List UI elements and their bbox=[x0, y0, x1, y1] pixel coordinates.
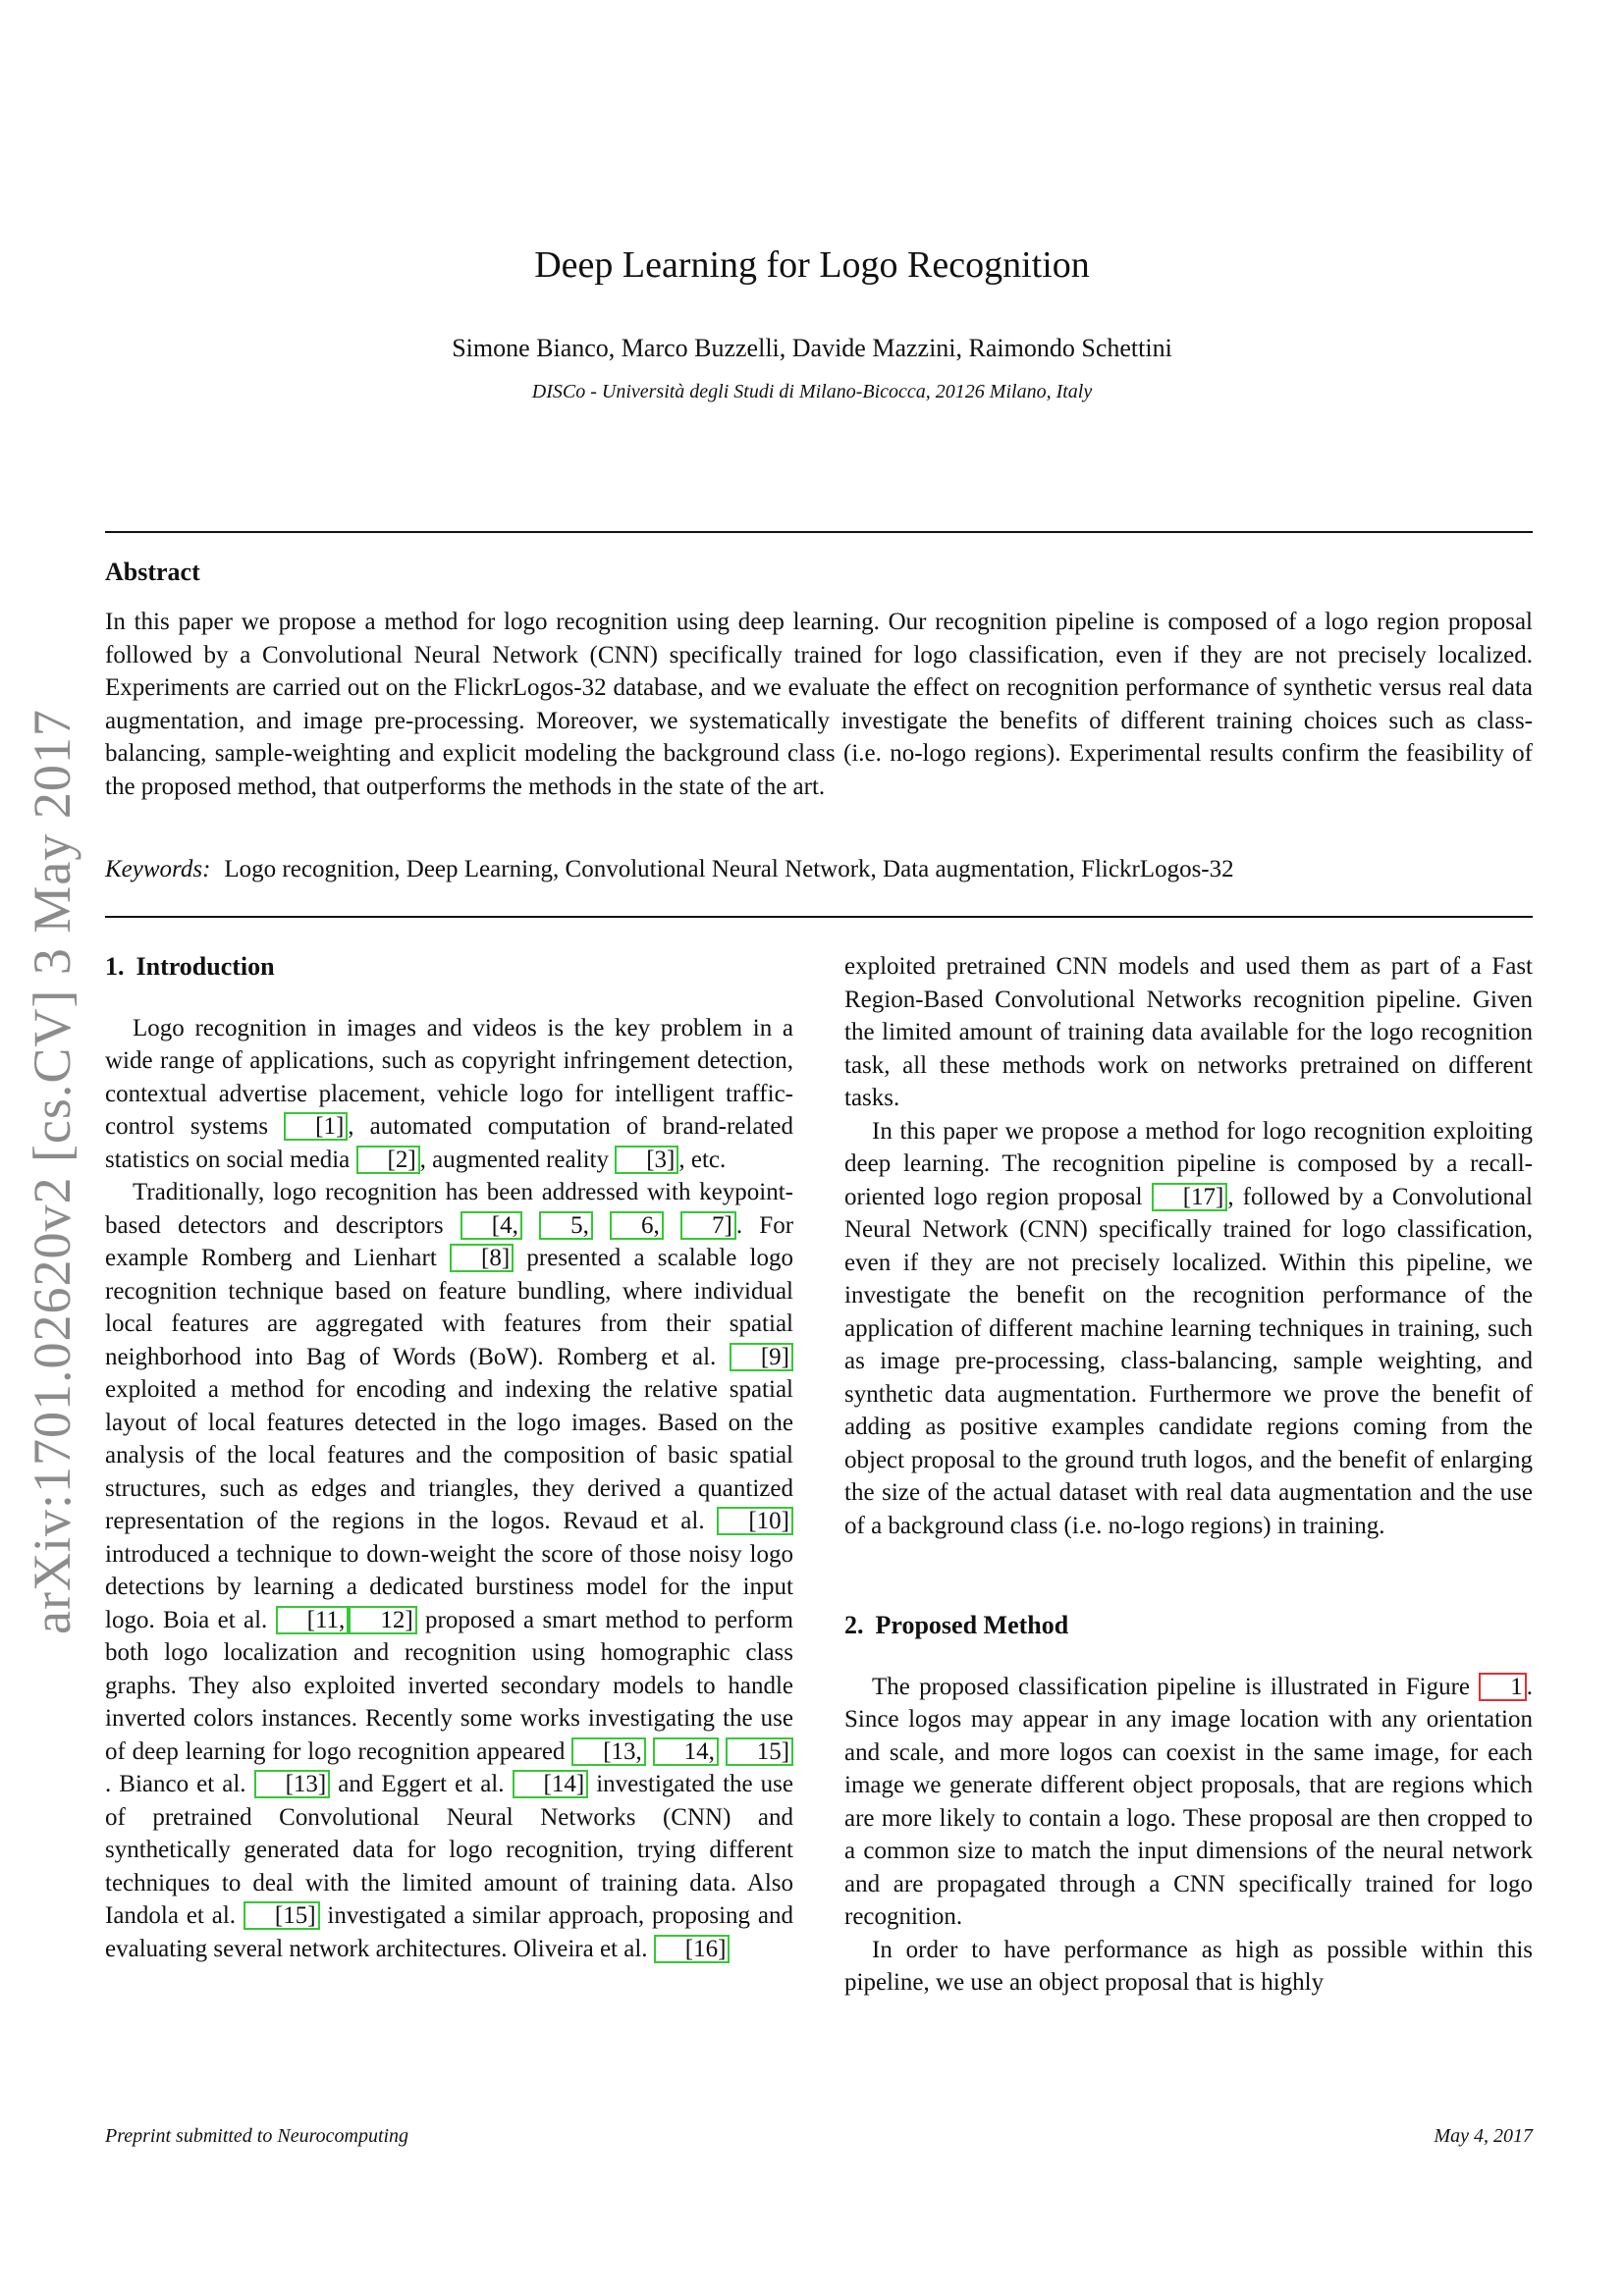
citation-link[interactable]: [14] bbox=[513, 1770, 589, 1798]
method-paragraph-2: In order to have performance as high as possible within this pipeline, we use an object proposal that is highly bbox=[844, 1936, 1533, 1996]
citation-link[interactable]: [16] bbox=[654, 1935, 731, 1963]
citation-link[interactable]: [13] bbox=[254, 1770, 331, 1798]
citation-link[interactable]: [9] bbox=[730, 1343, 793, 1371]
top-rule-divider bbox=[105, 531, 1533, 533]
author-affiliation: DISCo - Università degli Studi di Milano-Bicocca, 20126 Milano, Italy bbox=[531, 381, 1093, 402]
section-title: Proposed Method bbox=[875, 1611, 1069, 1639]
intro-paragraph-1: Logo recognition in images and videos is the key problem in a wide range of applications, such as copyright infringement detection, contextual advertise placement, vehicle logo for intelligent traffic-control systems [1] , automated computation of brand-related statistics on social media [2] , augmented reality [3] , etc. bbox=[105, 1014, 793, 1173]
citation-link[interactable]: [2] bbox=[356, 1146, 420, 1174]
citation-link[interactable]: 14, bbox=[653, 1737, 719, 1766]
method-paragraph-1: The proposed classification pipeline is illustrated in Figure 1 . Since logos may appear in any image location with any orientation and scale, and more logos can coexist in the same image, for each image we generate different object proposals, that are regions which are more likely to contain a logo. These proposal are then cropped to a common size to match the input dimensions of the neural network and are propagated through a CNN specifically trained for logo recognition. bbox=[844, 1673, 1533, 1930]
intro-paragraph-2-continued: exploited pretrained CNN models and used them as part of a Fast Region-Based Convolutional Networks recognition pipeline. Given the limited amount of training data available for the logo recognition task, all these methods work on networks pretrained on different tasks. bbox=[844, 953, 1533, 1111]
citation-link[interactable]: [17] bbox=[1152, 1183, 1228, 1211]
citation-link[interactable]: 6, bbox=[610, 1211, 664, 1240]
citation-link[interactable]: [3] bbox=[615, 1146, 678, 1174]
arxiv-identifier-stamp: arXiv:1701.02620v2 [cs.CV] 3 May 2017 bbox=[23, 709, 81, 1634]
intro-paragraph-3: In this paper we propose a method for logo recognition exploiting deep learning. The recognition pipeline is composed by a recall-oriented logo region proposal [17] , followed by a Convolutional Neural Network (CNN) specifically trained for logo classification, even if they are not precisely localized. Within this pipeline, we investigate the benefit on the recognition performance of the application of different machine learning techniques in training, such as image pre-processing, class-balancing, sample weighting, and synthetic data augmentation. Furthermore we prove the benefit of adding as positive examples candidate regions coming from the object proposal to the ground truth logos, and the benefit of enlarging the size of the actual dataset with real data augmentation and the use of a background class (i.e. no-logo regions) in training. bbox=[844, 1117, 1533, 1539]
right-column bbox=[844, 950, 1533, 2000]
footer-date: May 4, 2017 bbox=[1434, 2125, 1533, 2147]
citation-link[interactable]: [4, bbox=[460, 1211, 522, 1240]
citation-link[interactable]: 5, bbox=[539, 1211, 593, 1240]
citation-link[interactable]: 12] bbox=[349, 1606, 416, 1634]
section-number: 1. bbox=[105, 952, 125, 981]
section-heading-introduction bbox=[105, 950, 793, 984]
abstract-text: In this paper we propose a method for logo recognition using deep learning. Our recognition pipeline is composed of a logo region proposal followed by a Convolutional Neural Network (CNN) specifically trained for logo classification, even if they are not precisely localized. Experiments are carried out on the FlickrLogos-32 database, and we evaluate the effect on recognition performance of synthetic versus real data augmentation, and image pre-processing. Moreover, we systematically investigate the benefits of different training choices such as class-balancing, sample-weighting and explicit modeling the background class (i.e. no-logo regions). Experimental results confirm the feasibility of the proposed method, that outperforms the methods in the state of the art. bbox=[105, 609, 1533, 800]
keywords-label: Keywords: bbox=[105, 856, 211, 882]
keywords-line bbox=[105, 856, 1533, 883]
citation-link[interactable]: [8] bbox=[450, 1244, 514, 1272]
citation-link[interactable]: [1] bbox=[284, 1112, 348, 1141]
bottom-rule-divider bbox=[105, 916, 1533, 918]
intro-paragraph-2: Traditionally, logo recognition has been addressed with keypoint-based detectors and descriptors [4, 5, 6, 7] . For example Romberg and Lienhart [8] presented a scalable logo recognition technique based on feature bundling, where individual local features are aggregated with features from their spatial neighborhood into Bag of Words (BoW). Romberg et al. [9] exploited a method for encoding and indexing the relative spatial layout of local features detected in the logo images. Based on the analysis of the local features and the composition of basic spatial structures, such as edges and triangles, they derived a quantized representation of the regions in the logos. Revaud et al. [10] introduced a technique to down-weight the score of those noisy logo detections by learning a dedicated burstiness model for the input logo. Boia et al. [11, 12] proposed a smart method to perform both logo localization and recognition using homographic class graphs. They also exploited inverted secondary models to handle inverted colors instances. Recently some works investigating the use of deep learning for logo recognition appeared [13, 14, 15]. Bianco et al. [13] and Eggert et al. [14] investigated the use of pretrained Convolutional Neural Networks (CNN) and synthetically generated data for logo recognition, trying different techniques to deal with the limited amount of training data. Also Iandola et al. [15] investigated a similar approach, proposing and evaluating several network architectures. Oliveira et al. [16] bbox=[105, 1179, 794, 1962]
citation-link[interactable]: [13, bbox=[571, 1737, 646, 1766]
left-column bbox=[105, 950, 793, 1965]
citation-link[interactable]: 15] bbox=[726, 1737, 793, 1766]
author-list: Simone Bianco, Marco Buzzelli, Davide Mazzini, Raimondo Schettini bbox=[452, 334, 1172, 362]
citation-link[interactable]: [11, bbox=[276, 1606, 350, 1634]
citation-link[interactable]: [10] bbox=[717, 1507, 793, 1535]
abstract-heading: Abstract bbox=[105, 558, 200, 586]
paper-title: Deep Learning for Logo Recognition bbox=[534, 244, 1090, 286]
section-number: 2. bbox=[844, 1611, 864, 1639]
keywords-text: Logo recognition, Deep Learning, Convolutional Neural Network, Data augmentation, FlickrLogos-32 bbox=[224, 856, 1234, 882]
citation-link[interactable]: [15] bbox=[244, 1901, 320, 1930]
citation-link[interactable]: 7] bbox=[680, 1211, 736, 1240]
footer-submission-note: Preprint submitted to Neurocomputing bbox=[105, 2125, 409, 2147]
figure-reference-link[interactable]: 1 bbox=[1479, 1673, 1527, 1701]
section-title: Introduction bbox=[135, 952, 275, 981]
section-heading-proposed-method bbox=[844, 1609, 1533, 1642]
